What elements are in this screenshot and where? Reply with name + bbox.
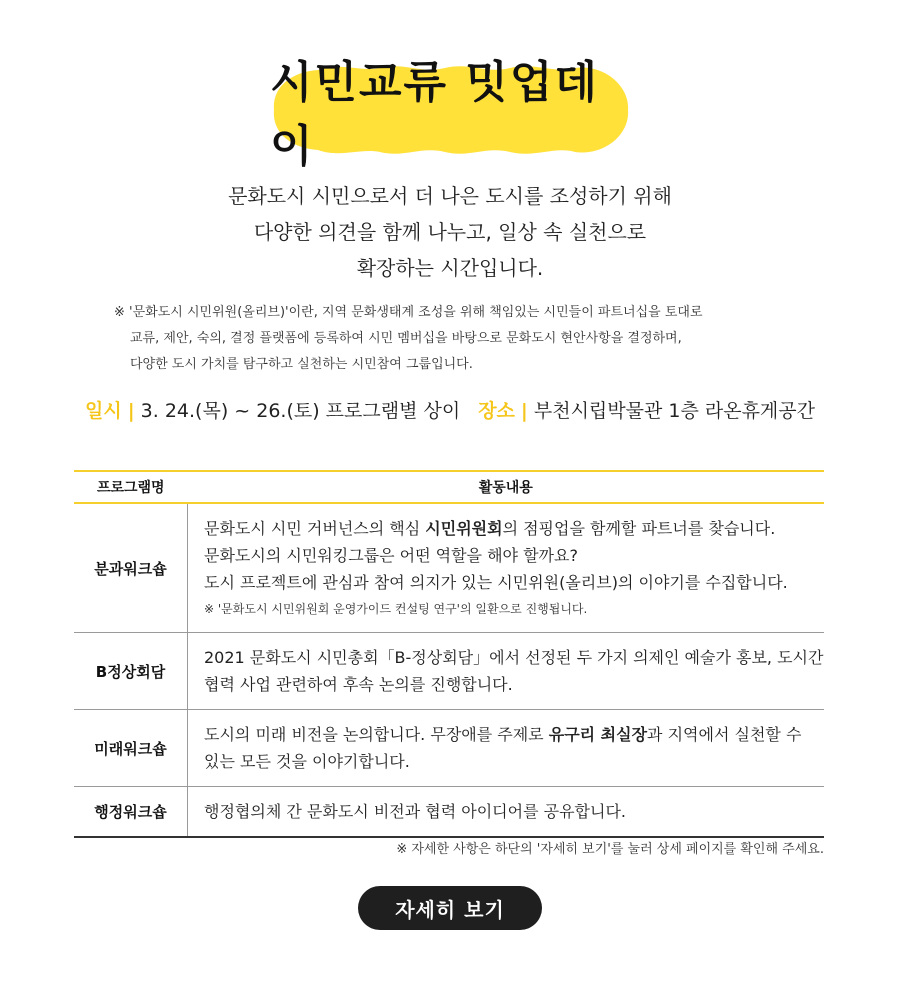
header-activity: 활동내용	[188, 471, 825, 503]
desc-line: 문화도시의 시민워킹그룹은 어떤 역할을 해야 할까요?	[204, 545, 578, 565]
olive-definition-note	[114, 300, 814, 378]
note-line: ※ '문화도시 시민위원(올리브)'이란, 지역 문화생태계 조성을 위해 책임있는 시민들이 파트너십을 토대로	[114, 305, 703, 320]
program-name: B정상회담	[74, 633, 188, 710]
intro-line: 다양한 의견을 함께 나누고, 일상 속 실천으로	[253, 220, 647, 244]
intro-line: 확장하는 시간입니다.	[356, 256, 544, 280]
view-details-button[interactable]: 자세히 보기	[358, 886, 542, 930]
desc-line: 있는 모든 것을 이야기합니다.	[204, 752, 410, 771]
program-name: 미래워크숍	[74, 710, 188, 787]
table-row	[74, 633, 824, 710]
schedule-info	[0, 396, 900, 423]
program-description	[188, 710, 825, 787]
desc-line: 도시의 미래 비전을 논의합니다. 무장애를 주제로 유구리 최실장과 지역에서 실천할 수	[204, 725, 802, 744]
note-line: 다양한 도시 가치를 탐구하고 실천하는 시민참여 그룹입니다.	[130, 357, 473, 372]
desc-line: 문화도시 시민 거버넌스의 핵심 시민위원회의 점핑업을 함께할 파트너를 찾습니다.	[204, 518, 776, 538]
highlight-text: 유구리 최실장	[548, 725, 648, 744]
desc-line: 2021 문화도시 시민총회「B-정상회담」에서 선정된 두 가지 의제인 예술가 홍보, 도시간	[204, 648, 824, 667]
date-label: 일시	[85, 400, 122, 422]
program-description	[188, 787, 825, 838]
date-separator: |	[127, 400, 135, 422]
table-header-row	[74, 471, 824, 503]
program-description	[188, 633, 825, 710]
program-name: 분과워크숍	[74, 503, 188, 633]
header-program-name: 프로그램명	[74, 471, 188, 503]
desc-line: 도시 프로젝트에 관심과 참여 의지가 있는 시민위원(올리브)의 이야기를 수집합니다.	[204, 572, 788, 592]
highlight-text: 시민위원회	[425, 518, 503, 538]
program-name: 행정워크숍	[74, 787, 188, 838]
program-description	[188, 503, 825, 633]
table-row	[74, 710, 824, 787]
desc-subnote: ※ '문화도시 시민위원회 운영가이드 컨설팅 연구'의 일환으로 진행됩니다.	[204, 601, 588, 616]
table-row	[74, 503, 824, 633]
date-value: 3. 24.(목) ~ 26.(토) 프로그램별 상이	[140, 400, 461, 422]
desc-line: 협력 사업 관련하여 후속 논의를 진행합니다.	[204, 675, 513, 694]
intro-line: 문화도시 시민으로서 더 나은 도시를 조성하기 위해	[228, 184, 672, 208]
page-title: 시민교류 밋업데이	[270, 57, 599, 172]
title-badge	[270, 57, 632, 172]
place-value: 부천시립박물관 1층 라온휴게공간	[533, 400, 815, 422]
place-label: 장소	[478, 400, 515, 422]
footnote: ※ 자세한 사항은 하단의 '자세히 보기'를 눌러 상세 페이지를 확인해 주세요.	[396, 842, 824, 857]
note-line: 교류, 제안, 숙의, 결정 플랫폼에 등록하여 시민 멤버십을 바탕으로 문화도시 현안사항을 결정하며,	[130, 331, 682, 346]
place-separator: |	[520, 400, 528, 422]
desc-line: 행정협의체 간 문화도시 비전과 협력 아이디어를 공유합니다.	[204, 802, 627, 821]
table-row	[74, 787, 824, 838]
program-table	[74, 470, 824, 838]
intro-text	[0, 178, 900, 286]
